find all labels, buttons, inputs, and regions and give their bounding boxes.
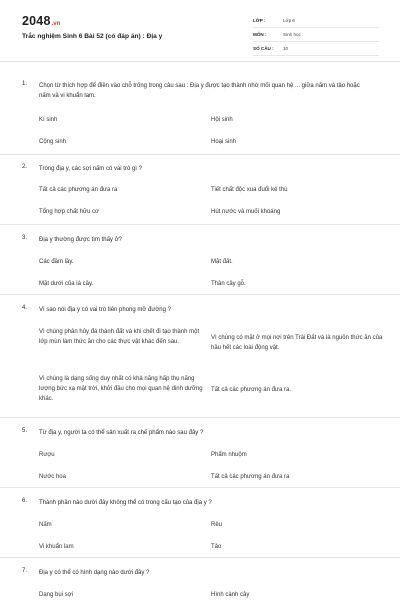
answer-option[interactable]: Tất cả các phương án đưa ra	[39, 187, 118, 193]
site-logo[interactable]	[22, 14, 60, 28]
meta-row-class	[253, 14, 379, 28]
answer-option[interactable]: Tất cả các phương án đưa ra	[211, 474, 290, 480]
question-header	[22, 81, 373, 101]
answer-option[interactable]: Rêu	[211, 522, 223, 528]
meta-row-subject	[253, 28, 379, 42]
answer-option[interactable]: Cộng sinh	[39, 139, 67, 145]
logo-tld: .vn	[51, 21, 61, 27]
answer-option[interactable]: Vì chúng có mặt ở mọi nơi trên Trái Đất và là nguồn thức ăn của hầu hết các loài động vật.	[211, 335, 383, 351]
answer-option[interactable]: Tảo	[211, 544, 222, 550]
answer-option[interactable]: Tất cả các phương án đưa ra.	[211, 387, 292, 393]
question-text: Trong địa y, các sợi nấm có vai trò gì ?	[39, 166, 142, 172]
meta-value: 10	[283, 46, 289, 51]
question-item	[0, 295, 400, 418]
question-text: Thành phần nào dưới đây không thể có trong cấu tạo của địa y ?	[39, 500, 212, 506]
question-number: 1.	[22, 81, 28, 87]
question-number: 6.	[22, 498, 28, 504]
question-header	[22, 568, 373, 578]
question-item	[0, 225, 400, 295]
question-item	[0, 418, 400, 488]
question-header	[22, 235, 373, 245]
meta-key: LỚP :	[253, 18, 266, 23]
question-header	[22, 164, 373, 174]
question-item	[0, 558, 400, 600]
answer-option[interactable]: Mặt đất.	[211, 259, 233, 265]
meta-row-count	[253, 42, 379, 56]
question-header	[22, 305, 373, 315]
answer-option[interactable]: Vi khuẩn lam	[39, 544, 74, 550]
question-number: 7.	[22, 568, 28, 574]
answer-option[interactable]: Kí sinh	[39, 117, 58, 123]
answer-option[interactable]: Tổng hợp chất hữu cơ	[39, 209, 99, 215]
question-number: 3.	[22, 235, 28, 241]
answer-option[interactable]: Hoại sinh	[211, 139, 237, 145]
question-item	[0, 488, 400, 558]
meta-key: MÔN :	[253, 32, 267, 37]
question-header	[22, 498, 373, 508]
answer-option[interactable]: Hội sinh	[211, 117, 233, 123]
meta-key: SỐ CÂU :	[253, 46, 274, 51]
answer-option[interactable]: Tiết chất độc xua đuổi kẻ thù	[211, 187, 288, 193]
answer-option[interactable]: Phẩm nhuộm	[211, 452, 247, 458]
question-number: 2.	[22, 164, 28, 170]
question-number: 5.	[22, 428, 28, 434]
question-item	[0, 155, 400, 225]
header	[0, 0, 400, 62]
question-text: Chọn từ thích hợp để điền vào chỗ trống trong câu sau : Địa y được tạo thành nhờ mối quan hệ ... giữa nấm và tảo hoặc nấm và vi khuẩn lam.	[39, 83, 360, 99]
answer-option[interactable]: Hình cành cây	[211, 592, 250, 598]
answer-option[interactable]: Dạng bụi sợi	[39, 592, 73, 598]
question-text: Địa y có thể có hình dạng nào dưới đây ?	[39, 570, 150, 576]
answer-option[interactable]: Thân cây gỗ.	[211, 281, 246, 287]
answer-option[interactable]: Nấm	[39, 522, 52, 528]
question-number: 4.	[22, 305, 28, 311]
meta-table	[253, 14, 379, 56]
answer-option[interactable]: Vì chúng là dạng sống duy nhất có khả năng hấp thụ năng lượng bức xạ mặt trời, khởi đầu cho mọi quan hệ dinh dưỡng khác.	[39, 376, 203, 402]
question-header	[22, 428, 373, 438]
meta-value: Lớp 6	[283, 18, 295, 23]
question-text: Từ địa y, người ta có thể sản xuất ra chế phẩm nào sau đây ?	[39, 430, 204, 436]
question-text: Địa y thường được tìm thấy ở?	[39, 237, 122, 243]
answer-option[interactable]: Vì chúng phân hủy đá thành đất và khi chết đi tạo thành một lớp mùn làm thức ăn cho các thực vật khác đến sau.	[39, 329, 200, 345]
answer-option[interactable]: Các đầm lầy.	[39, 259, 74, 265]
page-title: Trắc nghiệm Sinh 6 Bài 52 (có đáp án) : Địa y	[22, 33, 163, 40]
answer-option[interactable]: Hút nước và muối khoáng	[211, 209, 281, 215]
question-text: Vì sao nói địa y có vai trò tiên phong mở đường ?	[39, 307, 171, 313]
answer-option[interactable]: Rượu	[39, 452, 55, 458]
logo-text: 2048	[22, 14, 51, 28]
answer-option[interactable]: Nước hoa	[39, 474, 66, 480]
meta-value: Sinh học	[283, 32, 301, 37]
answer-option[interactable]: Mặt dưới của lá cây.	[39, 281, 94, 287]
question-item	[0, 62, 400, 155]
